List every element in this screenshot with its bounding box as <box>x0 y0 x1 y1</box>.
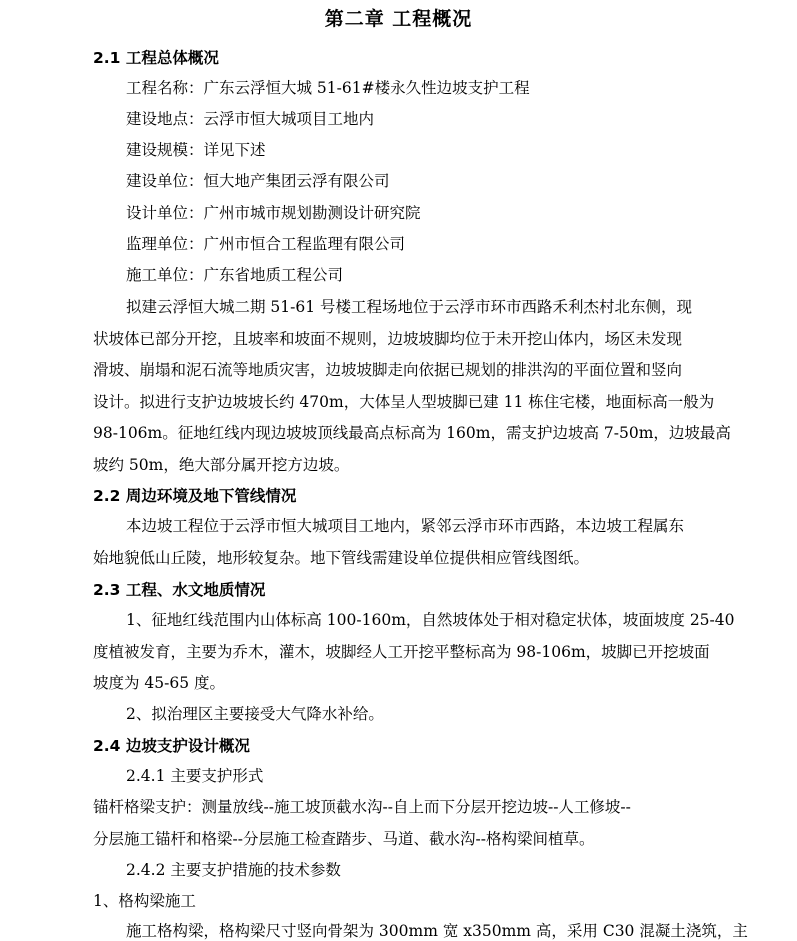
section-2-2-paragraph <box>93 516 713 579</box>
paragraph-line: 坡度为 45-65 度。 <box>93 674 226 692</box>
info-supervisor: 监理单位：广州市恒合工程监理有限公司 <box>126 235 406 253</box>
info-location: 建设地点：云浮市恒大城项目工地内 <box>126 110 375 128</box>
paragraph-line: 度植被发育，主要为乔木，灌木，坡脚经人工开挖平整标高为 98-106m，坡脚已开挖坡面 <box>93 642 710 661</box>
paragraph-line: 拟建云浮恒大城二期 51-61 号楼工程场地位于云浮市环市西路禾利杰村北东侧，现 <box>126 298 693 316</box>
info-builder: 建设单位：恒大地产集团云浮有限公司 <box>126 172 390 190</box>
section-2-2-heading: 2.2 周边环境及地下管线情况 <box>93 487 297 505</box>
section-2-3-paragraph-2: 2、拟治理区主要接受大气降水补给。 <box>126 705 384 723</box>
chapter-title: 第二章 工程概况 <box>324 8 473 30</box>
paragraph-line: 始地貌低山丘陵，地形较复杂。地下管线需建设单位提供相应管线图纸。 <box>93 548 590 567</box>
section-2-4-heading: 2.4 边坡支护设计概况 <box>93 737 250 755</box>
paragraph-line: 本边坡工程位于云浮市恒大城项目工地内，紧邻云浮市环市西路，本边坡工程属东 <box>126 517 685 535</box>
subsection-2-4-2-heading: 2.4.2 主要支护措施的技术参数 <box>126 861 341 879</box>
paragraph-line: 98-106m。征地红线内现边坡坡顶线最高点标高为 160m，需支护边坡高 7-50m，边坡最高 <box>93 424 731 442</box>
paragraph-line: 设计。拟进行支护边坡坡长约 470m，大体呈人型坡脚已建 11 栋住宅楼，地面标高一般为 <box>93 392 715 411</box>
paragraph-line: 状坡体已部分开挖，且坡率和坡面不规则，边坡坡脚均位于未开挖山体内，场区未发现 <box>93 329 683 348</box>
section-2-1-paragraph <box>93 297 731 486</box>
anchor-support-paragraph <box>93 797 713 860</box>
paragraph-line: 分层施工锚杆和格梁--分层施工检查踏步、马道、截水沟--格构梁间植草。 <box>93 829 595 848</box>
info-scale: 建设规模：详见下述 <box>126 141 266 159</box>
subsection-2-4-1-heading: 2.4.1 主要支护形式 <box>126 767 264 785</box>
paragraph-line: 锚杆格梁支护：测量放线--施工坡顶截水沟--自上而下分层开挖边坡--人工修坡-- <box>93 798 631 816</box>
paragraph-line: 坡约 50m，绝大部分属开挖方边坡。 <box>93 455 350 474</box>
info-contractor: 施工单位：广东省地质工程公司 <box>126 266 344 284</box>
lattice-beam-item: 1、格构梁施工 <box>93 892 196 910</box>
lattice-beam-detail-line: 施工格构梁，格构梁尺寸竖向骨架为 300mm 宽 x350mm 高，采用 C30 混凝土浇筑，主 <box>126 922 748 940</box>
section-2-1-heading: 2.1 工程总体概况 <box>93 49 219 67</box>
section-2-3-paragraph-1 <box>93 610 735 705</box>
section-2-3-heading: 2.3 工程、水文地质情况 <box>93 581 266 599</box>
info-designer: 设计单位：广州市城市规划勘测设计研究院 <box>126 204 421 222</box>
paragraph-line: 滑坡、崩塌和泥石流等地质灾害，边坡坡脚走向依据已规划的排洪沟的平面位置和竖向 <box>93 361 683 379</box>
paragraph-line: 1、征地红线范围内山体标高 100-160m，自然坡体处于相对稳定状体，坡面坡度 25-40 <box>126 611 735 629</box>
info-project-name: 工程名称：广东云浮恒大城 51-61#楼永久性边坡支护工程 <box>126 79 530 97</box>
